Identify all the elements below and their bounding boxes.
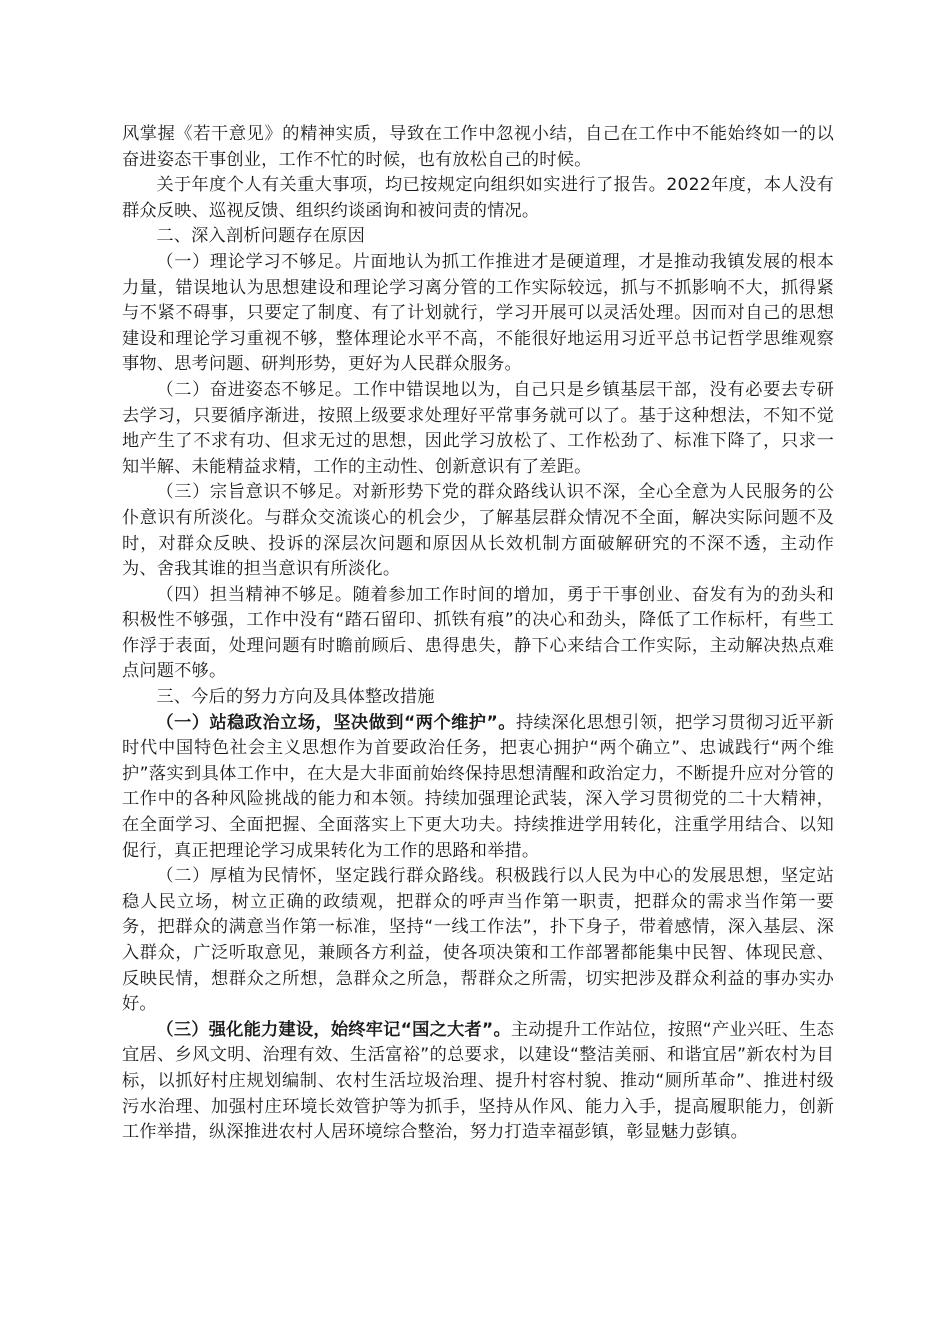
measure-2-lead: （二）厚植为民情怀，坚定践行群众路线。 — [156, 866, 496, 887]
paragraph-cause-2: （二）奋进姿态不够足。工作中错误地以为，自己只是乡镇基层干部，没有必要去专研去学习，只要循序渐进，按照上级要求处理好平常事务就可以了。基于这种想法，不知不觉地产生了不求有功、但求无过的思想，因此学习放松了、工作松劲了、标准下降了，只求一知半解、未能精益求精，工作的主动性、创新意识有了差距。 — [122, 379, 834, 477]
paragraph-measure-1 — [122, 711, 834, 865]
section-heading-3: 三、今后的努力方向及具体整改措施 — [156, 687, 435, 708]
paragraph-continuation: 风掌握《若干意见》的精神实质，导致在工作中忽视小结，自己在工作中不能始终如一的以奋进姿态干事创业，工作不忙的时候，也有放松自己的时候。 — [122, 124, 834, 170]
paragraph-measure-3 — [122, 1018, 834, 1146]
measure-3-lead: （三）强化能力建设，始终牢记“国之大者”。 — [156, 1019, 511, 1040]
paragraph-annual-report: 关于年度个人有关重大事项，均已按规定向组织如实进行了报告。2022年度，本人没有群众反映、巡视反馈、组织约谈函询和被问责的情况。 — [122, 175, 834, 221]
paragraph-cause-1: （一）理论学习不够足。片面地认为抓工作推进才是硬道理，才是推动我镇发展的根本力量，错误地认为思想建设和理论学习离分管的工作实际较远，抓与不抓影响不大，抓得紧与不紧不碍事，只要定了制度、有了计划就行，学习开展可以灵活处理。因而对自己的思想建设和理论学习重视不够，整体理论水平不高，不能很好地运用习近平总书记哲学思维观察事物、思考问题、研判形势，更好为人民群众服务。 — [122, 251, 834, 375]
document-page — [122, 122, 834, 1146]
measure-1-body: 持续深化思想引领，把学习贯彻习近平新时代中国特色社会主义思想作为首要政治任务，把衷心拥护“两个确立”、忠诚践行“两个维护”落实到具体工作中，在大是大非面前始终保持思想清醒和政治定力，不断提升应对分管的工作中的各种风险挑战的能力和本领。持续加强理论武装，深入学习贯彻党的二十大精神，在全面学习、全面把握、全面落实上下更大功夫。持续推进学用转化，注重学用结合、以知促行，真正把理论学习成果转化为工作的思路和举措。 — [122, 712, 835, 861]
measure-2-body: 积极践行以人民为中心的发展思想，坚定站稳人民立场，树立正确的政绩观，把群众的呼声当作第一职责，把群众的需求当作第一要务，把群众的满意当作第一标准，坚持“一线工作法”，扑下身子，带着感情，深入基层、深入群众，广泛听取意见，兼顾各方利益，使各项决策和工作部署都能集中民智、体现民意、反映民情，想群众之所想，急群众之所急，帮群众之所需，切实把涉及群众利益的事办实办好。 — [122, 866, 834, 1015]
paragraph-measure-2 — [122, 864, 834, 1018]
measure-3-body: 主动提升工作站位，按照“产业兴旺、生态宜居、乡风文明、治理有效、生活富裕”的总要求，以建设“整洁美丽、和谐宜居”新农村为目标，以抓好村庄规划编制、农村生活垃圾治理、提升村容村貌、推动“厕所革命”、推进村级污水治理、加强村庄环境长效管护等为抓手，坚持从作风、能力入手，提高履职能力，创新工作举措，纵深推进农村人居环境综合整治，努力打造幸福彭镇，彰显魅力彭镇。 — [122, 1019, 834, 1143]
paragraph-cause-4: （四）担当精神不够足。随着参加工作时间的增加，勇于干事创业、奋发有为的劲头和积极性不够强，工作中没有“踏石留印、抓铁有痕”的决心和劲头，降低了工作标杆，有些工作浮于表面，处理问题有时瞻前顾后、患得患失，静下心来结合工作实际，主动解决热点难点问题不够。 — [122, 584, 834, 682]
measure-1-lead: （一）站稳政治立场，坚决做到“两个维护”。 — [156, 712, 516, 733]
paragraph-cause-3: （三）宗旨意识不够足。对新形势下党的群众路线认识不深，全心全意为人民服务的公仆意识有所淡化。与群众交流谈心的机会少，了解基层群众情况不全面，解决实际问题不及时，对群众反映、投诉的深层次问题和原因从长效机制方面破解研究的不深不透，主动作为、舍我其谁的担当意识有所淡化。 — [122, 482, 834, 580]
section-heading-2: 二、深入剖析问题存在原因 — [156, 226, 366, 247]
